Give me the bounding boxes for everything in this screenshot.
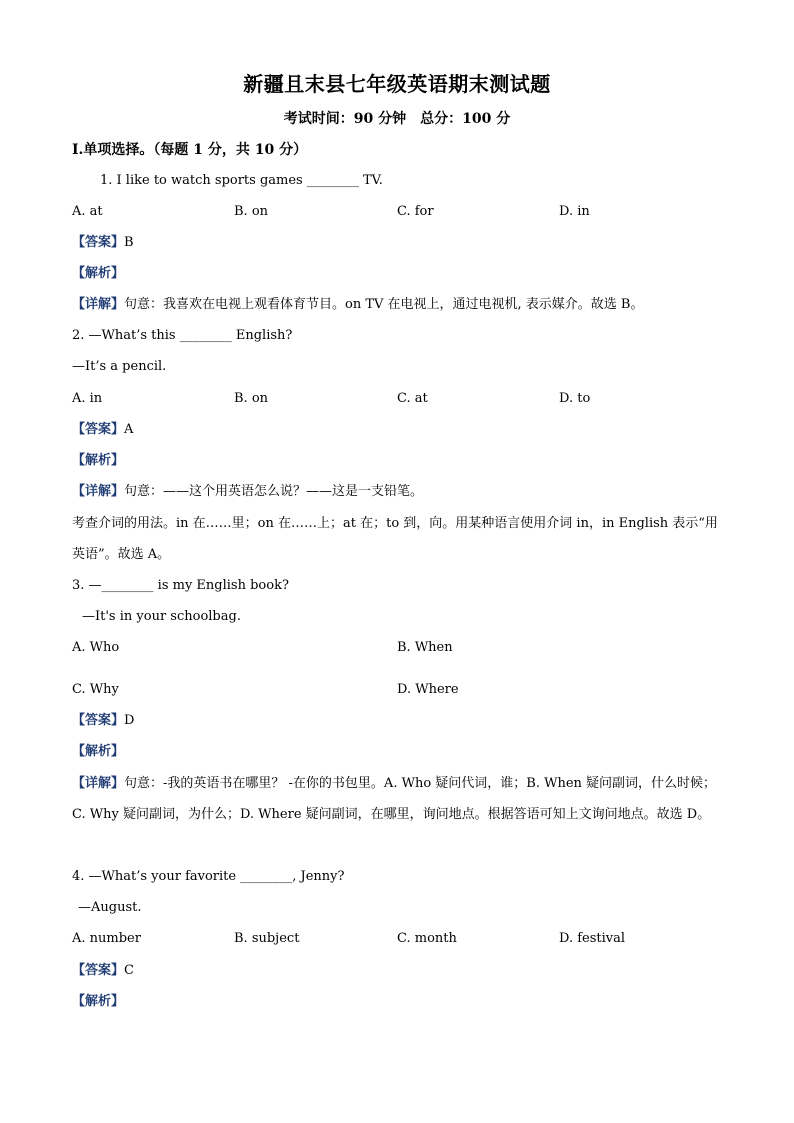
q2-detail-row	[72, 483, 423, 501]
detail-tag: 【详解】	[72, 776, 125, 791]
analysis-tag: 【解析】	[72, 266, 125, 281]
question-3-stem: 3. —________ is my English book?	[72, 578, 289, 593]
page-title: 新疆且末县七年级英语期末测试题	[243, 72, 551, 96]
q2-answer-row	[72, 421, 133, 439]
q4-option-a: A. number	[72, 931, 141, 946]
answer-tag: 【答案】	[72, 235, 125, 250]
q1-option-b: B. on	[234, 204, 269, 219]
q1-option-a: A. at	[72, 204, 103, 219]
q1-detail-row	[72, 296, 644, 314]
q3-detail: 句意：-我的英语书在哪里？ -在你的书包里。A. Who 疑问代词，谁；B. When 疑问副词，什么时候；C. Why 疑问副词，为什么；D. Where 疑问副词，在哪里，询问地点。根据答语可知上文询问地点。故选 D。	[72, 776, 717, 822]
q4-option-c: C. month	[397, 931, 457, 946]
q2-analysis-row	[72, 452, 124, 470]
exam-info: 考试时间：90 分钟 总分：100 分	[283, 111, 511, 127]
q4-analysis-row	[72, 993, 124, 1011]
q4-option-b: B. subject	[234, 931, 300, 946]
q2-option-d: D. to	[559, 391, 591, 406]
q4-option-d: D. festival	[559, 931, 626, 946]
q2-detail-2: 考查介词的用法。in 在……里；on 在……上；at 在；to 到，向。用某种语言使用介词 in，in English 表示“用英语”。故选 A。	[72, 516, 718, 562]
section-heading: Ⅰ.单项选择。（每题 1 分，共 10 分）	[72, 142, 308, 158]
q3-option-b: B. When	[397, 640, 453, 655]
q1-detail: 句意：我喜欢在电视上观看体育节目。on TV 在电视上，通过电视机, 表示媒介。故选 B。	[124, 297, 644, 312]
q3-answer: D	[124, 713, 135, 728]
answer-tag: 【答案】	[72, 713, 125, 728]
analysis-tag: 【解析】	[72, 994, 125, 1009]
question-4-stem: 4. —What’s your favorite ________, Jenny?	[72, 869, 345, 884]
detail-tag: 【详解】	[72, 484, 125, 499]
question-2-stem: 2. —What’s this ________ English?	[72, 328, 293, 343]
detail-tag: 【详解】	[72, 297, 125, 312]
q2-answer: A	[124, 422, 134, 437]
analysis-tag: 【解析】	[72, 744, 125, 759]
q3-option-c: C. Why	[72, 682, 119, 697]
q3-option-a: A. Who	[72, 640, 120, 655]
q2-detail: 句意：——这个用英语怎么说？——这是一支铅笔。	[124, 484, 424, 499]
q3-answer-row	[72, 712, 134, 730]
q2-option-b: B. on	[234, 391, 269, 406]
q2-option-a: A. in	[72, 391, 103, 406]
q2-option-c: C. at	[397, 391, 428, 406]
analysis-tag: 【解析】	[72, 453, 125, 468]
q4-reply: —August.	[78, 900, 142, 915]
answer-tag: 【答案】	[72, 422, 125, 437]
q1-analysis-row	[72, 265, 124, 283]
q1-answer: B	[124, 235, 134, 250]
q3-detail-row	[72, 768, 724, 830]
q1-option-c: C. for	[397, 204, 434, 219]
question-1-stem: 1. I like to watch sports games ________ TV.	[100, 173, 383, 188]
answer-tag: 【答案】	[72, 963, 125, 978]
q4-answer-row	[72, 962, 134, 980]
q2-reply: —It’s a pencil.	[72, 359, 167, 374]
q1-option-d: D. in	[559, 204, 590, 219]
q3-reply: —It's in your schoolbag.	[82, 609, 241, 624]
q4-answer: C	[124, 963, 134, 978]
q3-analysis-row	[72, 743, 124, 761]
q1-answer-row	[72, 234, 134, 252]
q3-option-d: D. Where	[397, 682, 459, 697]
